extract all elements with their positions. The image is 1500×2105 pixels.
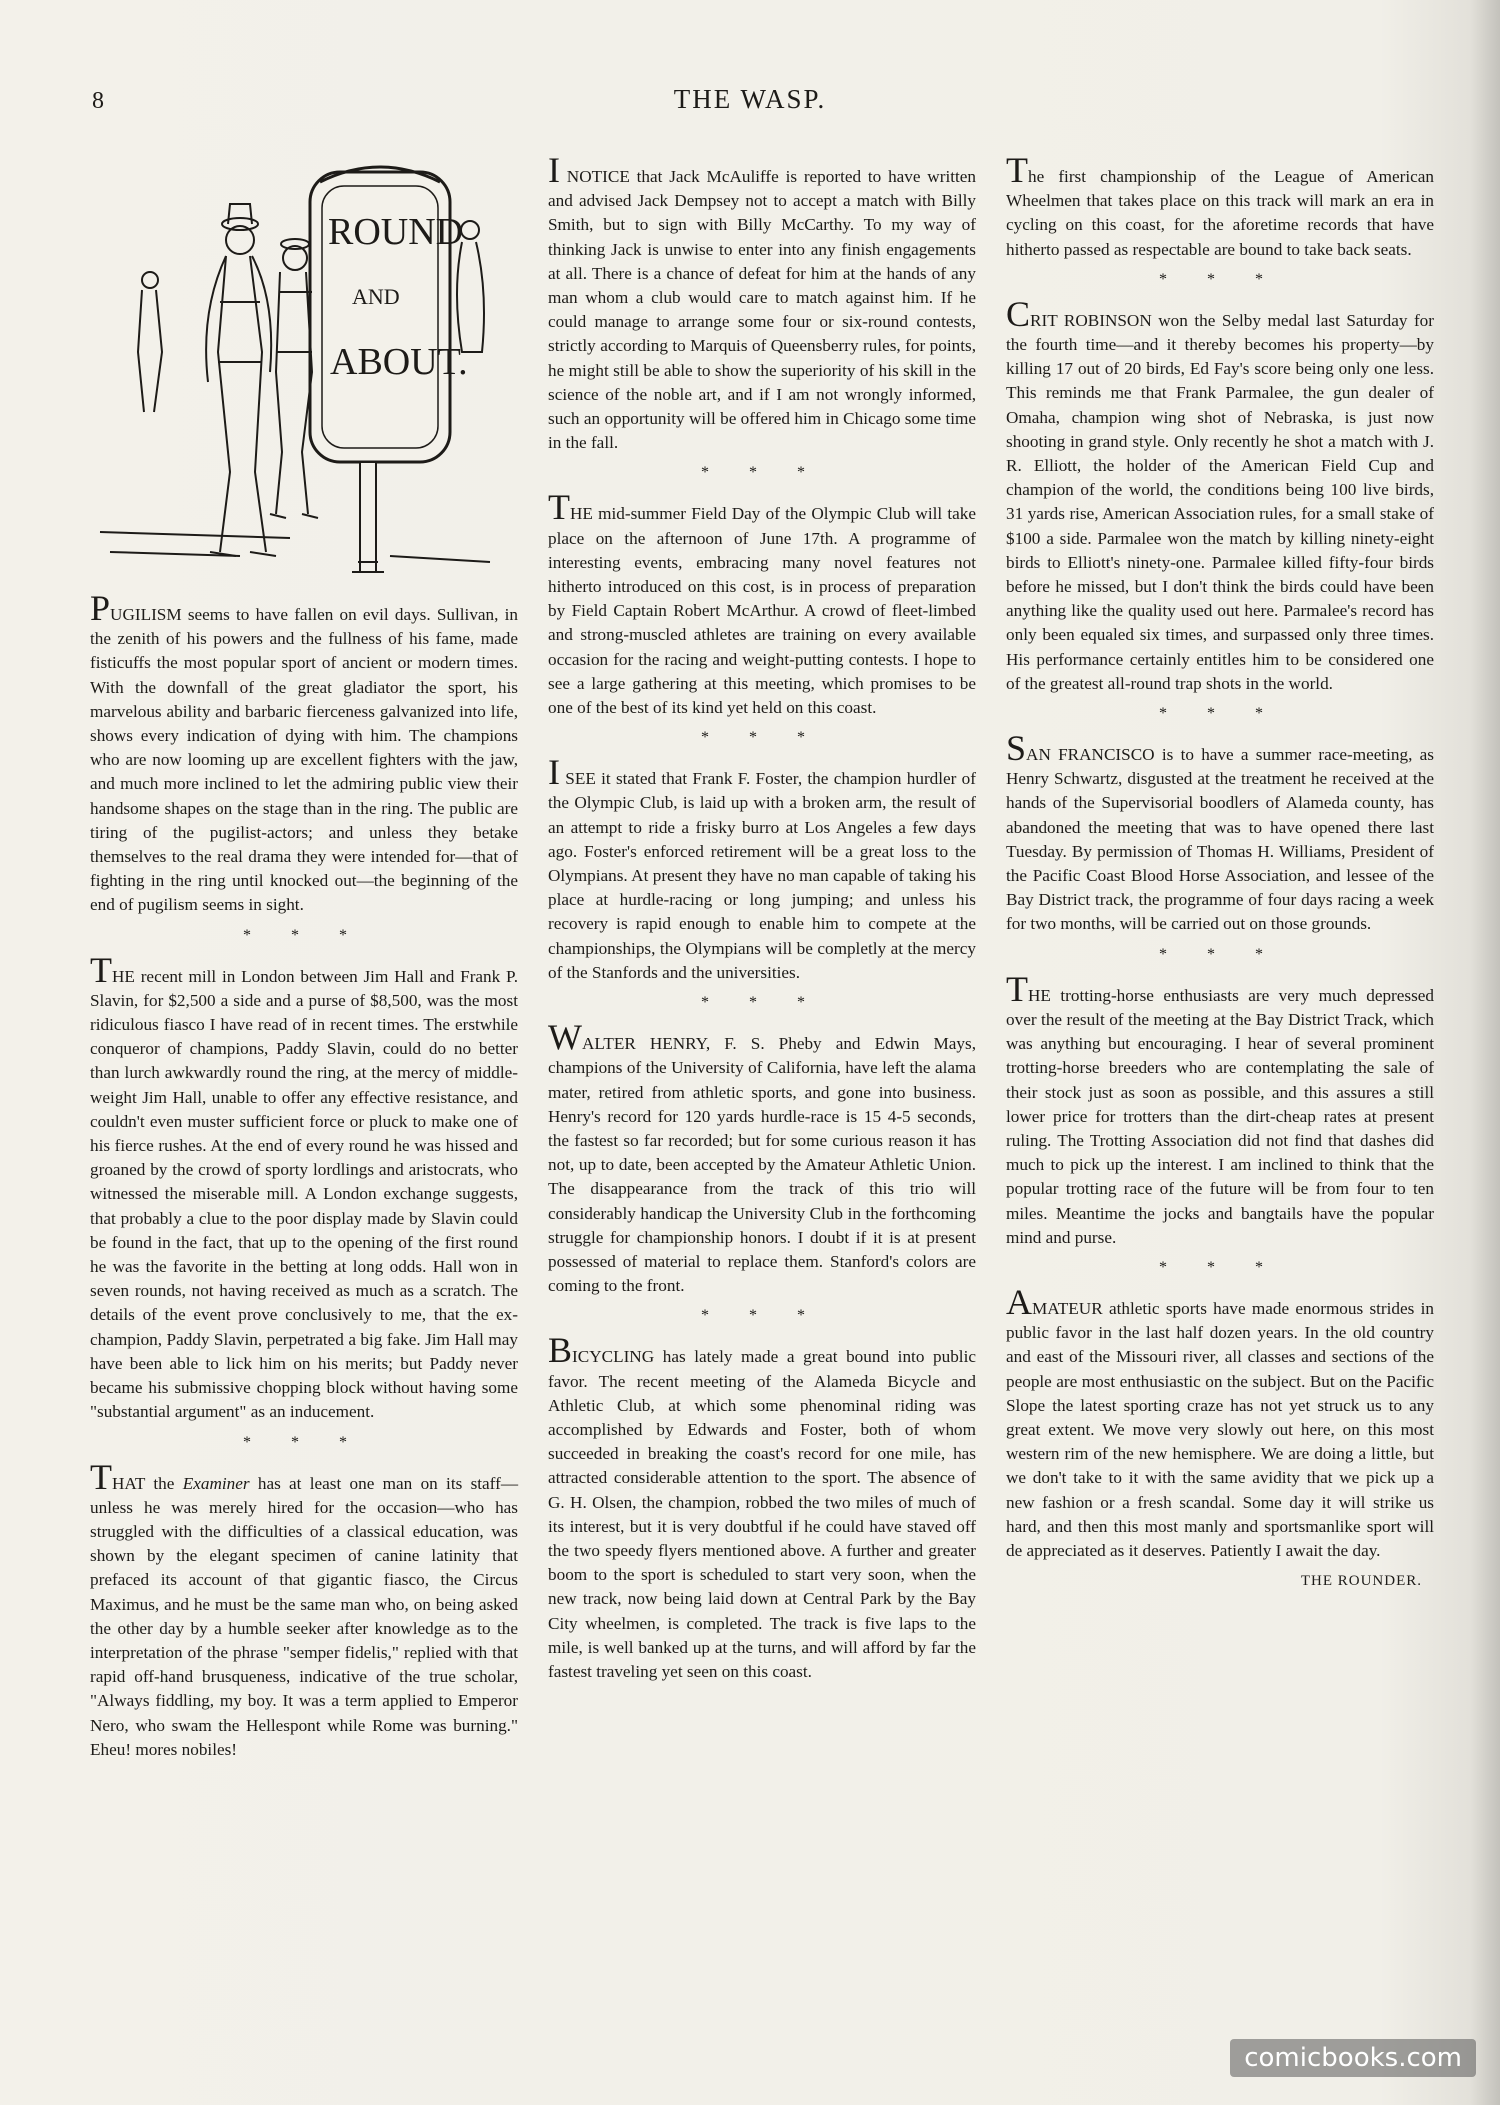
separator: * * *: [701, 729, 823, 747]
sign-round-text: ROUND: [328, 211, 464, 253]
separator: * * *: [701, 1307, 823, 1325]
watermark: comicbooks.com: [1230, 2039, 1476, 2077]
column-left: [90, 152, 518, 1762]
round-and-about-illustration: [90, 152, 518, 590]
article-mcauliffe: I NOTICE that Jack McAuliffe is reported to have written and advised Jack Dempsey not to accept a match with Billy Smith, but to sign with Billy McCarthy. To my way of thinking Jack is unwise to enter into any finish engagements at all. There is a chance of defeat for him at the hands of any man whom a club would care to match against him. If he could manage to arrange some four or six-round contests, strictly according to Marquis of Queensberry rules, for points, he might still be able to show the superiority of his skill in the science of the noble art, and if I am not wrongly informed, such an opportunity will be offered him in Chicago some time in the fall.: [548, 150, 976, 453]
article-field-day: THE mid-summer Field Day of the Olympic Club will take place on the afternoon of June 17th. A programme of interesting events, embracing many novel features not hitherto introduced on this cost, is in process of preparation by Field Captain Robert McArthur. A crowd of fleet-limbed and strong-muscled athletes are training on every available occasion for the racing and weight-putting contests. I hope to see a large gathering at this meeting, which promises to be one of the best of its kind yet held on this coast.: [548, 487, 976, 718]
separator: * * *: [243, 1433, 365, 1451]
separator: * * *: [1159, 1258, 1281, 1276]
article-league: The first championship of the League of American Wheelmen that takes place on this track will mark an era in cycling on this coast, for the aforetime records that have hitherto passed as respectable are bound to take back seats.: [1006, 150, 1434, 259]
sign-and-text: AND: [352, 284, 400, 309]
article-robinson: CRIT ROBINSON won the Selby medal last Saturday for the fourth time—and it thereby becomes his property—by killing 17 out of 20 birds, Ed Fay's score being only one less. This reminds me that Frank Parmalee, the gun dealer of Omaha, champion wing shot of Nebraska, is just now shooting in grand style. Only recently he shot a match with J. R. Elliott, the holder of the American Field Cup and champion of the world, the conditions being 100 live birds, 31 yards rise, American Association rules, for a small stake of $100 a side. Parmalee won the match by killing ninety-eight birds to Elliott's ninety-one. Parmalee killed fifty-four birds before he missed, but I don't think the birds could have been anything like the quality used out here. Parmalee's record has only been equaled six times, and surpassed only three times. His performance certainly entitles him to be considered one of the greatest all-round trap shots in the world.: [1006, 293, 1434, 693]
article-examiner: THAT the Examiner has at least one man on its staff—unless he was merely hired for the occasion—who has struggled with the difficulties of a classical education, was shown by the elegant specimen of canine latinity that prefaced its account of that gigantic fiasco, the Circus Maximus, and he must be the same man who, on being asked the other day by a humble seeker after knowledge as to the interpretation of the phrase "semper fidelis," replied with that rapid off-hand brusqueness, indicative of the true scholar, "Always fiddling, my boy. It was a term applied to Emperor Nero, who swam the Hellespont while Rome was burning." Eheu! mores nobiles!: [90, 1456, 519, 1759]
column-middle: [548, 152, 976, 1684]
article-bicycling: BICYCLING has lately made a great bound into public favor. The recent meeting of the Alameda Bicycle and Athletic Club, at which some phenominal riding was accomplished by Edwards and Foster, both of whom succeeded in breaking the coast's record for one mile, has attracted considerable attention to the sport. The absence of G. H. Olsen, the champion, robbed the two miles of much of its interest, but it is very doubtful if he could have staved off the two speedy flyers mentioned above. A further and greater boom to the sport is scheduled to start very soon, when the new track, now being laid down at Central Park by the Bay City wheelmen, is completed. The track is five laps to the mile, is well banked up at the turns, and will afford by far the fastest traveling yet seen on this coast.: [548, 1330, 976, 1681]
article-mill: THE recent mill in London between Jim Hall and Frank P. Slavin, for $2,500 a side and a purse of $8,500, was the most ridiculous fiasco I have read of in recent times. The erstwhile conqueror of champions, Paddy Slavin, could do no better than lurch awkwardly round the ring, at the mercy of middle-weight Jim Hall, unable to offer any effective resistance, and couldn't even muster sufficient force or pluck to make one of his fierce rushes. At the end of every round he was hissed and groaned by the crowd of sporty lordlings and aristocrats, who witnessed the miserable mill. A London exchange suggests, that probably a clue to the poor display made by Slavin could be found in the fact, that up to the opening of the first round he was the favorite in the betting at long odds. Hall won in seven rounds, not having received as much as a scratch. The details of the event prove conclusively to me, that the ex-champion, Paddy Slavin, perpetrated a big fake. Jim Hall may have been able to lick him on his merits; but Paddy never became his submissive chopping block without having some "substantial argument" as an inducement.: [90, 949, 518, 1422]
separator: * * *: [701, 994, 823, 1012]
article-amateur: AMATEUR athletic sports have made enormous strides in public favor in the last half dozen years. In the old country and east of the Missouri river, all classes and sections of the people are most enthusiastic on the subject. But on the Pacific Slope the latest sporting craze has not yet struck us to any great extent. We move very slowly out here, on this most western rim of the new hemisphere. We are doing a little, but we don't take to it with the same avidity that we pick up a new fashion or a fresh scandal. Some day it will strike us hard, and then this most manly and sportsmanlike sport will de appreciated as it deserves. Patiently I await the day.: [1006, 1281, 1434, 1560]
sign-about-text: ABOUT.: [330, 341, 468, 383]
separator: * * *: [1159, 270, 1281, 288]
separator: * * *: [1159, 705, 1281, 723]
article-pugilism: PUGILISM seems to have fallen on evil days. Sullivan, in the zenith of his powers and the fullness of his fame, made fisticuffs the most popular sport of ancient or modern times. With the downfall of the great gladiator the sport, his marvelous ability and barbaric fierceness galvanized into life, shows every indication of dying with him. The champions who are now looming up are excellent fighters with the jaw, and much more inclined to let the admiring public view their handsome shapes on the stage than in the ring. The public are tiring of the pugilist-actors; and unless they betake themselves to the real drama they were intended for—that of fighting in the ring until knocked out—the beginning of the end of pugilism seems in sight.: [90, 588, 518, 915]
masthead-title: THE WASP.: [673, 84, 827, 114]
article-henry: WALTER HENRY, F. S. Pheby and Edwin Mays, champions of the University of California, have left the alama mater, retired from athletic sports, and gone into business. Henry's record for 120 yards hurdle-race is 15 4-5 seconds, the fastest so far recorded; but for some curious reason it has not, up to date, been accepted by the Amateur Athletic Union. The disappearance from the track of this trio will considerably handicap the University Club in the forthcoming struggle for championship honors. I doubt if it is at present possessed of material to replace them. Stanford's colors are coming to the front.: [548, 1017, 976, 1296]
page-number: 8: [92, 88, 104, 114]
separator: * * *: [701, 464, 823, 482]
article-san-francisco: SAN FRANCISCO is to have a summer race-meeting, as Henry Schwartz, disgusted at the treatment he received at the hands of the Supervisorial boodlers of Alameda county, has abandoned the meeting that was to have opened there last Tuesday. By permission of Thomas H. Williams, President of the Pacific Coast Blood Horse Association, and lessee of the Bay District track, the programme of four days racing a week for two months, will be carried out on those grounds.: [1006, 728, 1434, 934]
page-edge-shadow: [1470, 0, 1500, 2105]
separator: * * *: [1159, 945, 1281, 963]
column-right: [1006, 152, 1434, 1593]
article-trotting: THE trotting-horse enthusiasts are very much depressed over the result of the meeting at the Bay District Track, which was anything but encouraging. I hear of several prominent trotting-horse breeders who are contemplating the sale of their stock just as soon as possible, and this assures a still lower price for trotters than the dirt-cheap rates at present ruling. The Trotting Association did not find that dashes did much to pick up the interest. I am inclined to think that the popular trotting race of the future will be from four to ten miles. Meantime the jocks and bangtails have the popular mind and purse.: [1006, 968, 1434, 1247]
separator: * * *: [243, 926, 365, 944]
byline-signature: THE ROUNDER.: [1300, 1573, 1422, 1590]
article-foster: I SEE it stated that Frank F. Foster, the champion hurdler of the Olympic Club, is laid up with a broken arm, the result of an attempt to ride a frisky burro at Los Angeles a few days ago. Foster's enforced retirement will be a great loss to the Olympians. At present they have no man capable of taking his place at hurdle-racing or long jumping; and unless his recovery is rapid enough to enable him to compete at the championships, the Olympians will be completly at the mercy of the Stanfords and the universities.: [548, 752, 976, 982]
